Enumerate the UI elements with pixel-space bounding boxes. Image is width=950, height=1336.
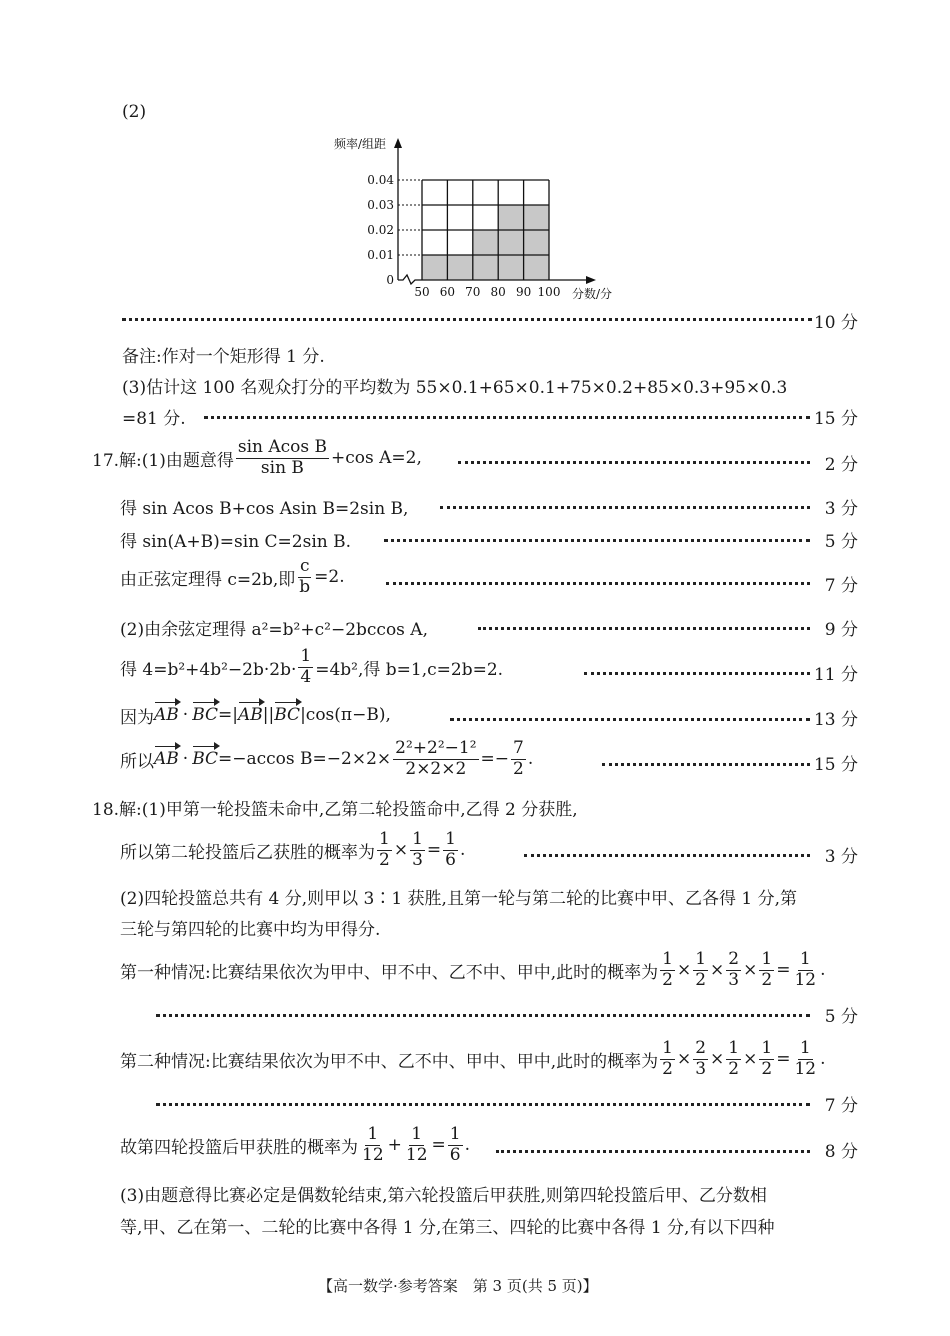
text: 故第四轮投篮后甲获胜的概率为 [120,1137,358,1158]
fraction [726,950,741,990]
y-axis-arrow [394,138,402,148]
denominator: 3 [728,969,740,990]
q17-line6 [120,645,504,687]
fraction [236,438,329,478]
x-tick-label: 90 [515,285,532,299]
x-axis-label: 分数/分 [572,287,613,301]
text: 由正弦定理得 c=2b,即 [120,569,296,590]
numerator: 1 [449,1123,461,1144]
fraction [448,1125,463,1165]
text: × [743,960,758,980]
text: + [387,1135,402,1155]
score-points: 7 分 [824,1096,858,1116]
numerator: 1 [662,1037,673,1058]
denominator: 6 [449,1144,461,1165]
text: × [393,840,409,860]
score-points: 10 分 [813,313,858,333]
vector-bc: BC [274,705,301,725]
numerator: 1 [761,948,773,969]
x-axis-arrow [586,276,596,284]
text: · [182,705,189,725]
numerator: 1 [412,828,423,849]
text: . [459,840,466,860]
fraction [511,739,526,779]
dot-leader [602,763,810,766]
numerator: 1 [662,948,673,969]
denominator: 4 [300,666,312,687]
q17-line7 [120,700,391,730]
text: × [710,960,725,980]
q18-line6 [120,1037,826,1079]
numerator: 1 [445,828,456,849]
fraction [360,1125,386,1165]
q18-line5 [120,948,826,990]
text: =4b²,得 b=1,c=2b=2. [315,659,504,680]
fraction [792,1039,818,1079]
y-tick-label: 0 [386,273,394,287]
score-points: 8 分 [824,1142,858,1162]
x-tick-label: 50 [414,285,430,299]
fraction [297,557,312,597]
text: · [182,749,189,769]
x-tick-label: 100 [537,285,561,299]
text: × [743,1049,758,1069]
dot-leader [440,506,810,509]
fraction [410,830,425,870]
fraction [298,647,313,687]
q18-line7 [120,1123,471,1165]
numerator: 1 [379,828,390,849]
x-tick-label: 60 [439,285,456,299]
axis-break [398,275,422,284]
vector-ab: AB [154,705,179,725]
dot-leader [478,627,810,630]
text: 所以 [120,751,154,772]
score-points: 7 分 [824,576,858,596]
y-tick-label: 0.01 [367,248,394,262]
dot-leader [450,718,810,721]
denominator: b [299,576,311,597]
q17-line4 [120,555,345,597]
q18-line2 [120,828,466,870]
x-tick-label: 80 [490,285,506,299]
numerator: 1 [761,1037,773,1058]
dot-leader [386,582,810,585]
text: . [820,960,826,980]
remark: 备注:作对一个矩形得 1 分. [122,347,325,367]
text: |cos(π−B), [300,705,391,725]
denominator: 6 [445,849,456,870]
numerator: 1 [799,948,811,969]
q18-line4: 三轮与第四轮的比赛中均为甲得分. [120,920,381,940]
numerator: 1 [411,1123,423,1144]
score-points: 9 分 [824,620,858,640]
denominator: 2 [662,969,673,990]
score-points: 15 分 [813,755,858,775]
numerator: c [299,555,310,576]
text: 因为 [120,707,154,728]
text: =− [480,749,510,769]
dot-leader [584,672,810,675]
denominator: 3 [695,1058,707,1079]
denominator: 2 [695,969,707,990]
fraction [759,1039,774,1079]
numerator: 1 [367,1123,379,1144]
vector-ab: AB [238,705,263,725]
y-tick-label: 0.03 [367,198,394,212]
x-tick-label: 70 [465,285,481,299]
numerator: 1 [300,645,312,666]
denominator: 2 [513,758,524,779]
fraction [693,950,708,990]
fraction [660,1039,675,1079]
denominator: 12 [362,1144,384,1165]
score-points: 11 分 [813,665,858,685]
text: . [820,1049,826,1069]
fraction [404,1125,430,1165]
fraction [377,830,392,870]
fraction [693,1039,708,1079]
text: × [676,1049,692,1069]
text: 第二种情况:比赛结果依次为甲不中、乙不中、甲中、甲中,此时的概率为 [120,1051,659,1072]
dot-leader [524,854,810,857]
numerator: 2 [728,948,740,969]
vector-ab: AB [154,749,179,769]
fraction [726,1039,741,1079]
text: = [776,1049,791,1069]
fraction [759,950,774,990]
q18-line3: (2)四轮投篮总共有 4 分,则甲以 3∶1 获胜,且第一轮与第二轮的比赛中甲、乙各得 1 分,第 [120,889,797,909]
fraction [443,830,458,870]
text: = [431,1135,446,1155]
text: × [710,1049,725,1069]
q17-head: 17.解:(1)由题意得 [92,450,234,471]
denominator: 2 [662,1058,673,1079]
dot-leader [156,1014,810,1017]
text: = [776,960,791,980]
y-axis-label: 频率/组距 [333,137,386,151]
text: =| [218,705,238,725]
score-points: 5 分 [824,1007,858,1027]
score-points: 15 分 [813,409,858,429]
score-points: 3 分 [824,499,858,519]
text: = [426,840,442,860]
score-points: 13 分 [813,710,858,730]
y-tick-label: 0.02 [367,223,394,237]
score-points: 3 分 [824,847,858,867]
text: × [676,960,692,980]
dot-leader [156,1103,810,1106]
dot-leader [204,416,810,419]
part-label: (2) [122,102,147,122]
y-tick-label: 0.04 [367,173,394,187]
histogram-bar [498,205,523,280]
q17-line5: (2)由余弦定理得 a²=b²+c²−2bccos A, [120,620,428,640]
denominator: 12 [405,1144,428,1165]
numerator: 2²+2²−1² [395,737,477,758]
denominator: 2 [761,969,773,990]
histogram-chart [320,130,650,305]
text: || [262,705,275,725]
histogram-bar [422,255,447,280]
q17-line2: 得 sin Acos B+cos Asin B=2sin B, [120,499,409,519]
text: . [527,749,534,769]
dot-leader [384,539,810,542]
numerator: 1 [695,948,707,969]
vector-bc: BC [192,749,219,769]
histogram-bar [447,255,472,280]
page-footer: 【高一数学·参考答案 第 3 页(共 5 页)】 [318,1277,598,1295]
score-points: 2 分 [824,455,858,475]
q17-line8 [120,737,534,779]
q17-line3: 得 sin(A+B)=sin C=2sin B. [120,532,352,552]
text: . [464,1135,471,1155]
text: =−accos B=−2×2× [218,749,392,769]
q18-line9: 等,甲、乙在第一、二轮的比赛中各得 1 分,在第三、四轮的比赛中各得 1 分,有以下四种 [120,1218,775,1238]
q18-line1: 18.解:(1)甲第一轮投篮未命中,乙第二轮投篮命中,乙得 2 分获胜, [92,800,578,820]
text: +cos A=2, [331,448,422,468]
q16-3-line1: (3)估计这 100 名观众打分的平均数为 55×0.1+65×0.1+75×0.2+85×0.3+95×0.3 [122,378,788,398]
dot-leader [122,318,812,321]
fraction [792,950,818,990]
histogram-bar [524,205,549,280]
numerator: 1 [728,1037,740,1058]
dot-leader [496,1150,810,1153]
q16-3-line2: =81 分. [122,409,186,429]
text: 所以第二轮投篮后乙获胜的概率为 [120,842,375,863]
denominator: 2 [761,1058,773,1079]
vector-bc: BC [192,705,219,725]
numerator: 1 [799,1037,811,1058]
fraction [660,950,675,990]
q17-line1 [92,436,422,478]
text: 得 4=b²+4b²−2b·2b· [120,659,297,680]
numerator: 2 [695,1037,707,1058]
denominator: 12 [794,1058,817,1079]
denominator: 3 [412,849,423,870]
denominator: 2 [379,849,390,870]
text: =2. [314,567,345,587]
numerator: sin Acos B [237,436,328,457]
denominator: 2 [728,1058,740,1079]
score-points: 5 分 [824,532,858,552]
denominator: sin B [260,457,304,478]
numerator: 7 [513,737,524,758]
denominator: 12 [794,969,817,990]
text: 第一种情况:比赛结果依次为甲中、甲不中、乙不中、甲中,此时的概率为 [120,962,659,983]
fraction [393,739,478,779]
denominator: 2×2×2 [405,758,467,779]
dot-leader [458,461,810,464]
q18-line8: (3)由题意得比赛必定是偶数轮结束,第六轮投篮后甲获胜,则第四轮投篮后甲、乙分数相 [120,1186,767,1206]
